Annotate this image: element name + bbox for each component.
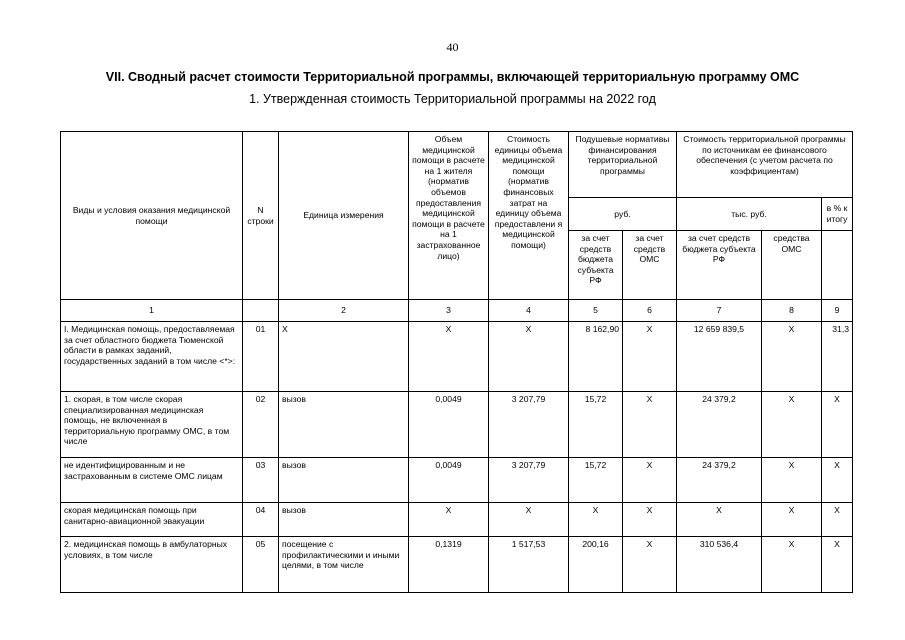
row-unit-cost: 3 207,79 — [489, 392, 569, 458]
header-per-capita: Подушевые нормативы финансирования территориальной программы — [569, 132, 677, 198]
row-unit-cost: X — [489, 322, 569, 392]
row-number: 04 — [243, 503, 279, 537]
row-percent: 31,3 — [822, 322, 853, 392]
header-program-cost: Стоимость территориальной программы по источникам ее финансового обеспечения (с учетом расчета по коэффициентам) — [677, 132, 853, 198]
header-empty — [822, 231, 853, 300]
colnum-5: 5 — [569, 300, 623, 322]
row-percent: X — [822, 503, 853, 537]
page-number: 40 — [446, 40, 459, 54]
row-pc-oms: X — [623, 392, 677, 458]
row-cost-oms: X — [762, 503, 822, 537]
row-pc-budget: 8 162,90 — [569, 322, 623, 392]
row-percent: X — [822, 392, 853, 458]
header-cost-oms: средства ОМС — [762, 231, 822, 300]
section-title: VII. Сводный расчет стоимости Территориальной программы, включающей территориальную программу ОМС — [105, 70, 800, 84]
row-volume: X — [409, 503, 489, 537]
row-pc-oms: X — [623, 503, 677, 537]
table-row — [61, 322, 853, 392]
row-pc-oms: X — [623, 537, 677, 593]
table-subtitle: 1. Утвержденная стоимость Территориальной программы на 2022 год — [249, 92, 656, 106]
header-unit: Единица измерения — [279, 132, 409, 300]
colnum-6: 6 — [623, 300, 677, 322]
row-pc-budget: X — [569, 503, 623, 537]
row-unit: вызов — [279, 503, 409, 537]
row-unit-cost: 1 517,53 — [489, 537, 569, 593]
row-cost-oms: X — [762, 537, 822, 593]
row-cost-oms: X — [762, 458, 822, 503]
row-unit: вызов — [279, 392, 409, 458]
row-cost-budget: X — [677, 503, 762, 537]
cost-table — [60, 131, 853, 593]
header-row-number: N строки — [243, 132, 279, 300]
row-cost-budget: 24 379,2 — [677, 392, 762, 458]
row-pc-oms: X — [623, 322, 677, 392]
row-cost-budget: 24 379,2 — [677, 458, 762, 503]
colnum-3: 3 — [409, 300, 489, 322]
row-cost-oms: X — [762, 322, 822, 392]
row-name: 1. скорая, в том числе скорая специализированная медицинская помощь, не включенная в территориальную программу ОМС, в том числе — [61, 392, 243, 458]
header-percent: в % к итогу — [822, 198, 853, 231]
row-unit-cost: X — [489, 503, 569, 537]
header-types: Виды и условия оказания медицинской помощи — [61, 132, 243, 300]
row-name: не идентифицированным и не застрахованным в системе ОМС лицам — [61, 458, 243, 503]
header-rub: руб. — [569, 198, 677, 231]
table-row — [61, 392, 853, 458]
row-name: I. Медицинская помощь, предоставляемая за счет областного бюджета Тюменской области в рамках заданий, государственных заданий в том числе <*>: — [61, 322, 243, 392]
table-row — [61, 458, 853, 503]
colnum-4: 4 — [489, 300, 569, 322]
table-row — [61, 537, 853, 593]
row-pc-budget: 15,72 — [569, 392, 623, 458]
row-unit: вызов — [279, 458, 409, 503]
row-number: 02 — [243, 392, 279, 458]
colnum-7: 7 — [677, 300, 762, 322]
header-pc-budget: за счет средств бюджета субъекта РФ — [569, 231, 623, 300]
row-volume: X — [409, 322, 489, 392]
header-cost-budget: за счет средств бюджета субъекта РФ — [677, 231, 762, 300]
header-unit-cost: Стоимость единицы объема медицинской помощи (норматив финансовых затрат на единицу объема предоставлени я медицинской помощи) — [489, 132, 569, 300]
colnum-2: 2 — [279, 300, 409, 322]
row-name: 2. медицинская помощь в амбулаторных условиях, в том числе — [61, 537, 243, 593]
row-percent: X — [822, 458, 853, 503]
colnum-empty — [243, 300, 279, 322]
table-row — [61, 503, 853, 537]
colnum-8: 8 — [762, 300, 822, 322]
colnum-1: 1 — [61, 300, 243, 322]
row-unit: посещение с профилактическими и иными целями, в том числе — [279, 537, 409, 593]
row-unit: X — [279, 322, 409, 392]
row-name: скорая медицинская помощь при санитарно-авиационной эвакуации — [61, 503, 243, 537]
row-unit-cost: 3 207,79 — [489, 458, 569, 503]
row-number: 03 — [243, 458, 279, 503]
row-number: 01 — [243, 322, 279, 392]
column-numbers-row — [61, 300, 853, 322]
row-volume: 0,1319 — [409, 537, 489, 593]
row-pc-budget: 15,72 — [569, 458, 623, 503]
row-cost-budget: 12 659 839,5 — [677, 322, 762, 392]
row-volume: 0,0049 — [409, 392, 489, 458]
row-cost-budget: 310 536,4 — [677, 537, 762, 593]
header-volume: Объем медицинской помощи в расчете на 1 жителя (норматив объемов предоставления медицинской помощи в расчете на 1 застрахованное лицо) — [409, 132, 489, 300]
row-volume: 0,0049 — [409, 458, 489, 503]
row-number: 05 — [243, 537, 279, 593]
row-pc-budget: 200,16 — [569, 537, 623, 593]
row-percent: X — [822, 537, 853, 593]
colnum-9: 9 — [822, 300, 853, 322]
row-pc-oms: X — [623, 458, 677, 503]
header-row-1 — [61, 132, 853, 198]
row-cost-oms: X — [762, 392, 822, 458]
header-pc-oms: за счет средств ОМС — [623, 231, 677, 300]
header-thousand-rub: тыс. руб. — [677, 198, 822, 231]
